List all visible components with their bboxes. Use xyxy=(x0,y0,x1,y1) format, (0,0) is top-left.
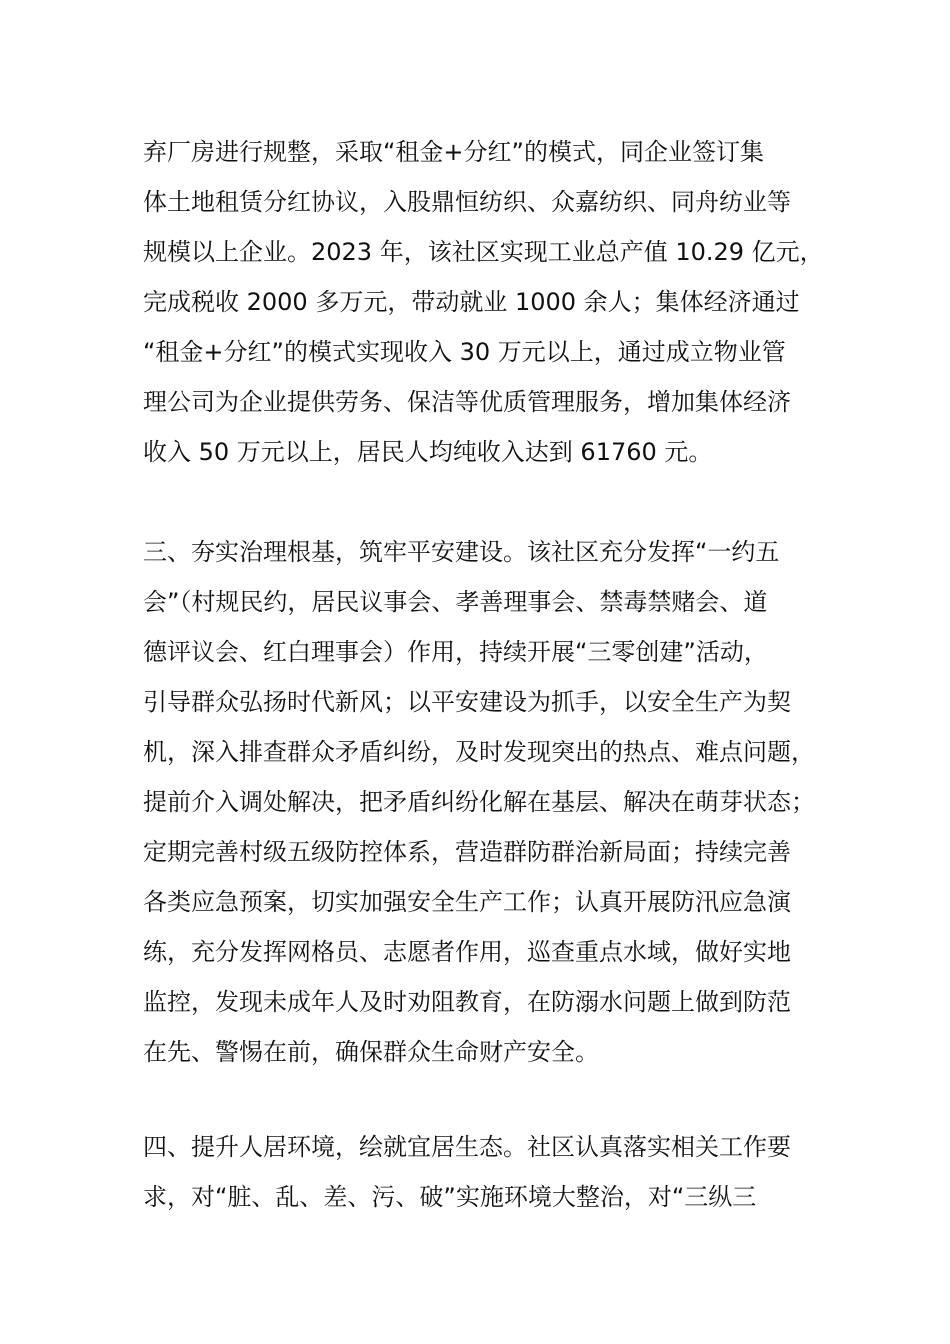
text-line: “租金+分红”的模式实现收入 30 万元以上，通过成立物业管 xyxy=(143,338,786,366)
text-line: 各类应急预案，切实加强安全生产工作；认真开展防汛应急演 xyxy=(143,888,791,916)
text-line: 理公司为企业提供劳务、保洁等优质管理服务，增加集体经济 xyxy=(143,388,791,416)
text-line: 德评议会、红白理事会）作用，持续开展“三零创建”活动， xyxy=(143,638,768,666)
text-line: 机，深入排查群众矛盾纠纷，及时发现突出的热点、难点问题， xyxy=(143,738,815,766)
text-line: 监控，发现未成年人及时劝阻教育，在防溺水问题上做到防范 xyxy=(143,988,791,1016)
text-line: 弃厂房进行规整，采取“租金+分红”的模式，同企业签订集 xyxy=(143,138,764,166)
text-line: 求，对“脏、乱、差、污、破”实施环境大整治，对“三纵三 xyxy=(143,1183,757,1211)
paragraph-economy xyxy=(143,127,843,477)
text-line: 定期完善村级五级防控体系，营造群防群治新局面；持续完善 xyxy=(143,838,791,866)
text-line: 练，充分发挥网格员、志愿者作用，巡查重点水域，做好实地 xyxy=(143,938,791,966)
text-line: 体土地租赁分红协议，入股鼎恒纺织、众嘉纺织、同舟纺业等 xyxy=(143,188,791,216)
text-line: 提前介入调处解决，把矛盾纠纷化解在基层、解决在萌芽状态； xyxy=(143,788,815,816)
text-line: 规模以上企业。2023 年，该社区实现工业总产值 10.29 亿元， xyxy=(143,238,824,266)
text-line: 引导群众弘扬时代新风；以平安建设为抓手，以安全生产为契 xyxy=(143,688,791,716)
text-line: 三、夯实治理根基，筑牢平安建设。该社区充分发挥“一约五 xyxy=(143,538,780,566)
paragraph-environment xyxy=(143,1122,843,1222)
text-line: 完成税收 2000 多万元，带动就业 1000 余人；集体经济通过 xyxy=(143,288,800,316)
text-line: 四、提升人居环境，绘就宜居生态。社区认真落实相关工作要 xyxy=(143,1133,791,1161)
paragraph-governance xyxy=(143,527,843,1077)
text-line: 在先、警惕在前，确保群众生命财产安全。 xyxy=(143,1038,599,1066)
text-line: 收入 50 万元以上，居民人均纯收入达到 61760 元。 xyxy=(143,438,713,466)
text-line: 会”（村规民约，居民议事会、孝善理事会、禁毒禁赌会、道 xyxy=(143,588,768,616)
